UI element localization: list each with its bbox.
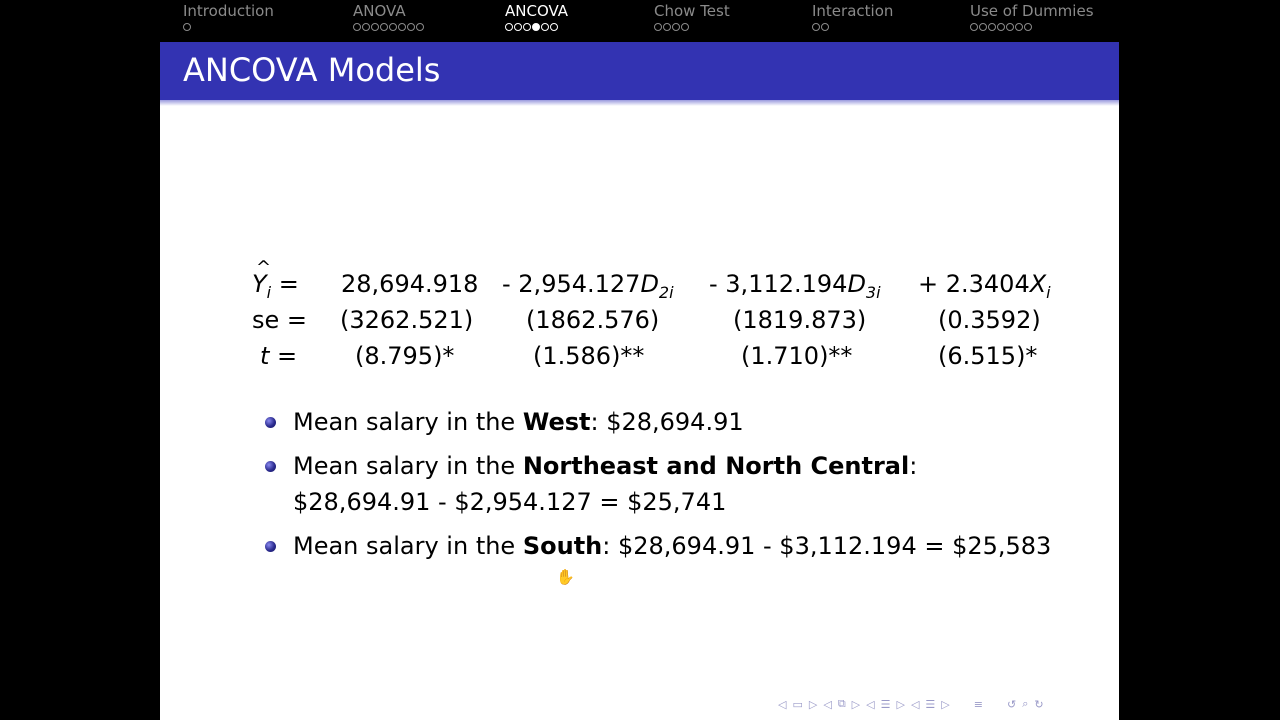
bullet-text-prefix: Mean salary in the	[293, 532, 523, 560]
slide-content	[160, 0, 1119, 720]
se-d2: (1862.576)	[526, 306, 660, 334]
intercept-coefficient: 28,694.918	[341, 270, 479, 298]
t-label	[260, 338, 297, 374]
list-item	[263, 448, 1083, 520]
se-d3: (1819.873)	[733, 306, 867, 334]
bullet-list	[263, 404, 1083, 572]
bullet-bold-region: West	[522, 408, 591, 436]
x-variable: X	[1029, 270, 1047, 298]
bullet-text-suffix: :	[909, 452, 918, 480]
d3-variable: D	[847, 270, 866, 298]
d2-subscript: 2i	[658, 283, 674, 302]
nav-left-icon[interactable]: ◁	[778, 697, 787, 711]
slide-title: ANCOVA Models	[183, 51, 441, 89]
bullet-text-suffix: : $28,694.91	[590, 408, 744, 436]
frame-icon[interactable]: ▭	[792, 697, 803, 711]
t-equals: =	[269, 342, 298, 370]
t-d2: (1.586)**	[533, 342, 645, 370]
se-x: (0.3592)	[938, 306, 1041, 334]
section-icon[interactable]: ☰	[925, 697, 936, 711]
y-hat-subscript: i	[266, 283, 272, 302]
nav-section-title[interactable]: ANOVA	[353, 2, 406, 20]
y-hat-symbol: ^ Y	[252, 266, 267, 302]
d3-subscript: 3i	[865, 283, 881, 302]
bullet-icon	[265, 417, 276, 428]
bullet-text-prefix: Mean salary in the	[293, 452, 523, 480]
back-icon[interactable]: ↺	[1006, 697, 1017, 711]
nav-left-icon[interactable]: ◁	[823, 697, 832, 711]
section-icon[interactable]: ☰	[880, 697, 891, 711]
bullet-icon	[265, 541, 276, 552]
nav-left-icon[interactable]: ◁	[866, 697, 875, 711]
d2-variable: D	[640, 270, 659, 298]
equation-row-coefficients	[252, 266, 1072, 302]
equation-row-t-statistics	[252, 338, 1072, 374]
equation-row-standard-errors	[252, 302, 1072, 338]
bullet-bold-region: South	[522, 532, 603, 560]
nav-section-title[interactable]: ANCOVA	[505, 2, 569, 20]
t-x: (6.515)*	[938, 342, 1038, 370]
bullet-bold-region: Northeast and North Central	[522, 452, 910, 480]
subsection-icon[interactable]: ⧉	[837, 697, 846, 710]
nav-section-title[interactable]: Introduction	[183, 2, 274, 20]
x-subscript: i	[1046, 283, 1051, 302]
nav-right-icon[interactable]: ▷	[808, 697, 818, 711]
equals-sign: =	[278, 270, 299, 298]
nav-right-icon[interactable]: ▷	[851, 697, 861, 711]
bullet-text-suffix: : $28,694.91 - $3,112.194 = $25,583	[602, 532, 1052, 560]
align-icon[interactable]: ≡	[973, 697, 983, 711]
d3-coefficient: - 3,112.194	[709, 270, 848, 298]
list-item	[263, 528, 1083, 564]
bullet-calculation: $28,694.91 - $2,954.127 = $25,741	[293, 488, 727, 516]
t-d3: (1.710)**	[741, 342, 853, 370]
nav-right-icon[interactable]: ▷	[941, 697, 950, 711]
nav-right-icon[interactable]: ▷	[896, 697, 905, 711]
regression-equation	[252, 266, 1072, 374]
nav-left-icon[interactable]: ◁	[910, 697, 920, 711]
beamer-navigation-controls	[778, 697, 1044, 711]
se-label: se =	[252, 306, 308, 334]
nav-section-title[interactable]: Chow Test	[654, 2, 730, 20]
search-icon[interactable]: ⌕	[1022, 697, 1029, 710]
nav-section-title[interactable]: Interaction	[812, 2, 894, 20]
t-intercept: (8.795)*	[355, 342, 455, 370]
forward-icon[interactable]: ↻	[1034, 697, 1044, 711]
t-variable: t	[260, 342, 270, 370]
bullet-icon	[265, 461, 276, 472]
list-item	[263, 404, 1083, 440]
se-intercept: (3262.521)	[340, 306, 474, 334]
nav-section-title[interactable]: Use of Dummies	[970, 2, 1094, 20]
x-coefficient: + 2.3404	[918, 270, 1030, 298]
hand-cursor-icon: ✋	[556, 568, 575, 586]
bullet-text-prefix: Mean salary in the	[293, 408, 523, 436]
d2-coefficient: - 2,954.127	[502, 270, 641, 298]
